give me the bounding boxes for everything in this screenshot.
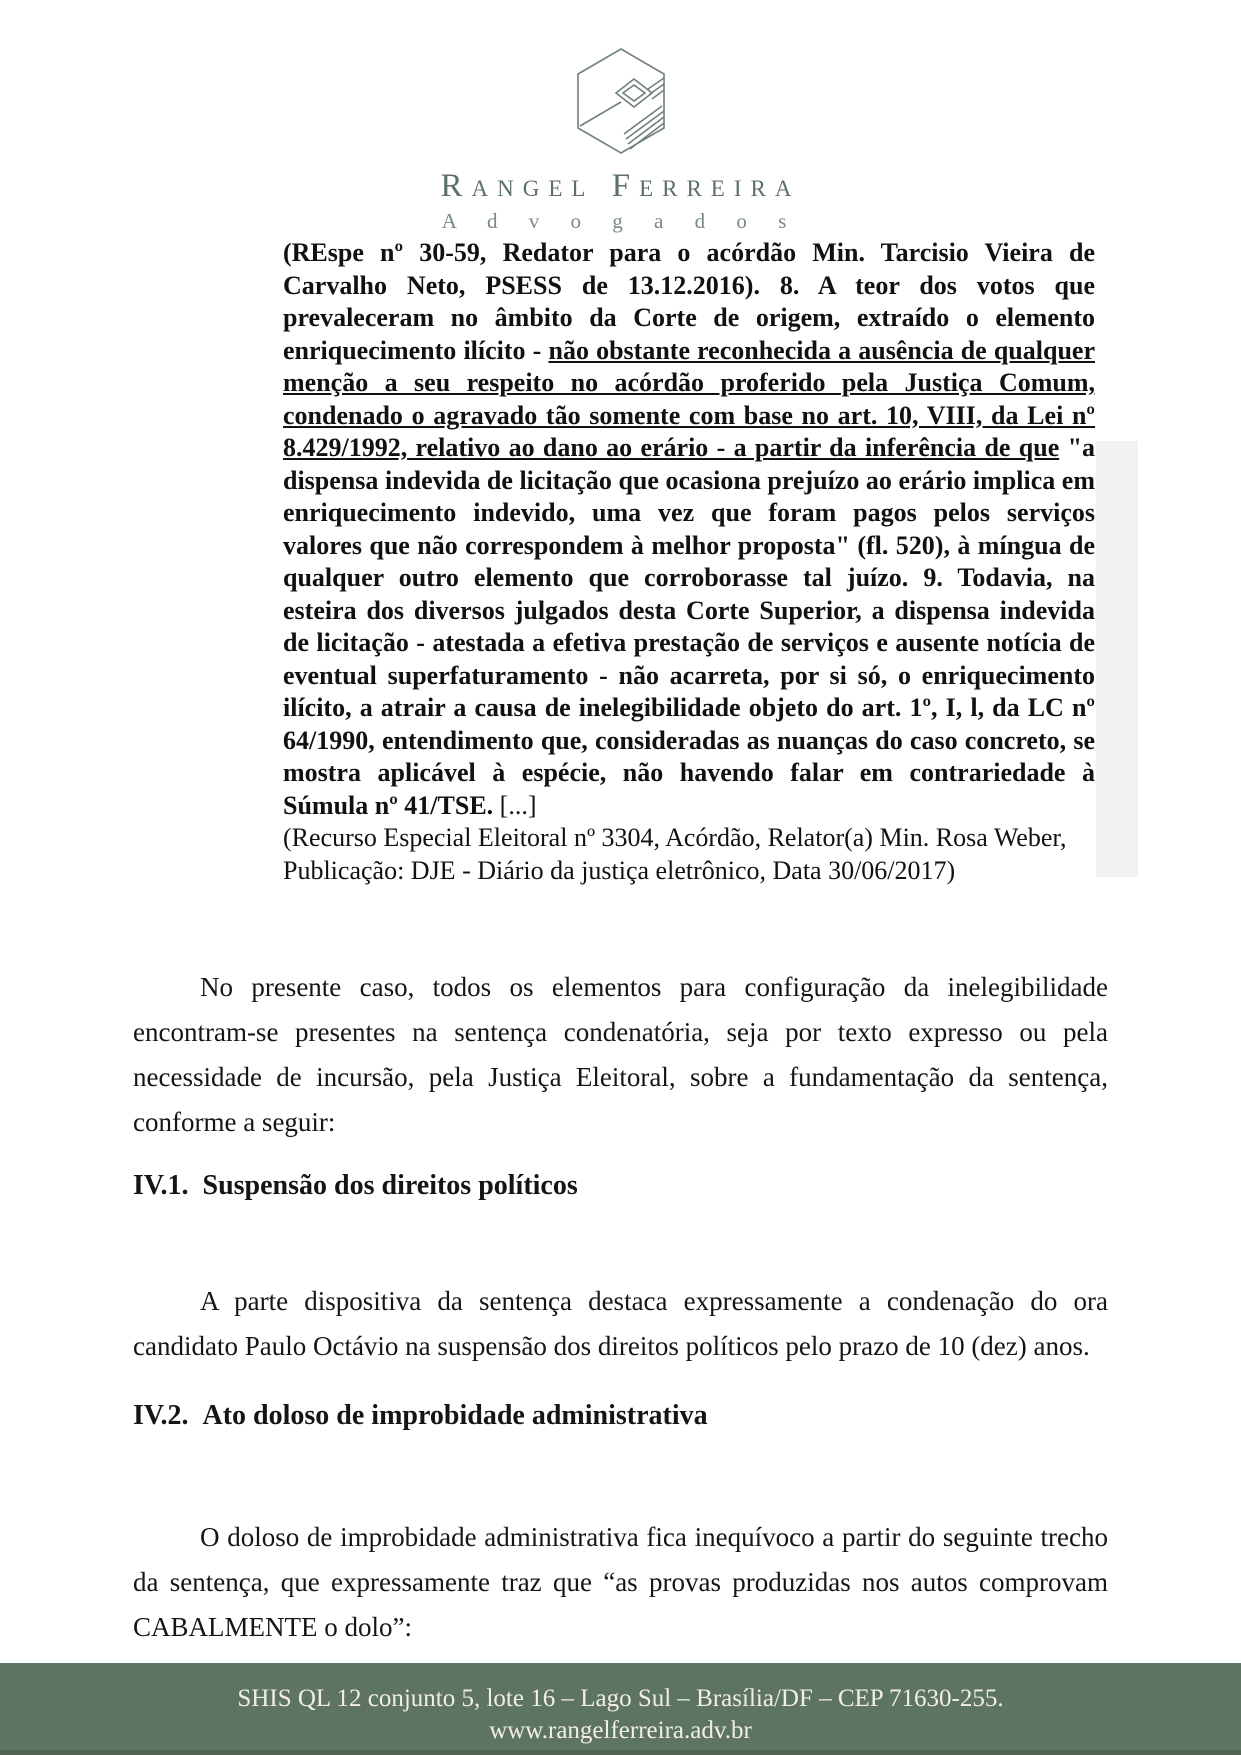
paragraph-intro: No presente caso, todos os elementos para configuração da inelegibilidade encontram-se presentes na sentença condenatória, seja por texto expresso ou pela necessidade de incursão, pela Justiça Eleitoral, sobre a fundamentação da sentença, conforme a seguir: xyxy=(133,972,1108,1137)
footer-address: SHIS QL 12 conjunto 5, lote 16 – Lago Sul – Brasília/DF – CEP 71630-255. xyxy=(237,1685,1004,1712)
footer-website: www.rangelferreira.adv.br xyxy=(489,1717,752,1744)
quote-text-body: "a dispensa indevida de licitação que ocasiona prejuízo ao erário implica em enriquecimento indevido, uma vez que foram pagos pelos serviços valores que não correspondem à melhor proposta" (fl. 520), à míngua de qualquer outro elemento que corroborasse tal juízo. 9. Todavia, na esteira dos diversos julgados desta Corte Superior, a dispensa indevida de licitação - atestada a efetiva prestação de serviços e ausente notícia de eventual superfaturamento - não acarreta, por si só, o enriquecimento ilícito, a atrair a causa de inelegibilidade objeto do art. 1º, I, l, da LC nº 64/1990, entendimento que, consideradas as nuanças do caso concreto, se mostra aplicável à espécie, não havendo falar em contrariedade à Súmula nº 41/TSE. xyxy=(283,433,1096,820)
section-number: IV.2. xyxy=(133,1400,189,1431)
firm-name: Rangel Ferreira xyxy=(440,168,801,204)
letterhead xyxy=(0,46,1241,234)
paragraph-iv1: A parte dispositiva da sentença destaca expressamente a condenação do ora candidato Paulo Octávio na suspensão dos direitos políticos pelo prazo de 10 (dez) anos. xyxy=(133,1286,1108,1361)
quote-text-underlined: não obstante reconhecida a ausência de qualquer menção a seu respeito no acórdão proferido pela Justiça Comum, condenado o agravado tão somente com base no art. 10, VIII, da Lei nº 8.429/1992, relativo ao dano ao erário - a partir da inferência de que xyxy=(283,335,1095,462)
quote-citation: (Recurso Especial Eleitoral nº 3304, Acórdão, Relator(a) Min. Rosa Weber, Publicação: DJE - Diário da justiça eletrônico, Data 30/06/2017) xyxy=(283,823,1067,885)
section-heading-iv2 xyxy=(133,1400,708,1432)
quote-ellipsis: [...] xyxy=(493,790,537,820)
case-citation-quote xyxy=(283,237,1095,887)
paragraph-iv2: O doloso de improbidade administrativa fica inequívoco a partir do seguinte trecho da sentença, que expressamente traz que “as provas produzidas nos autos comprovam CABALMENTE o dolo”: xyxy=(133,1522,1108,1642)
page-footer xyxy=(0,1663,1241,1755)
quote-text-lead: (REspe nº 30-59, Redator para o acórdão Min. Tarcisio Vieira de Carvalho Neto, PSESS de 13.12.2016). 8. A teor dos votos que prevaleceram no âmbito da Corte de origem, extraído o elemento enriquecimento ilícito - xyxy=(283,238,1095,365)
section-title: Ato doloso de improbidade administrativa xyxy=(202,1400,708,1431)
scan-highlight-artifact xyxy=(1096,441,1138,877)
firm-subtitle: A d v o g a d o s xyxy=(441,209,800,233)
hexagon-logo-icon xyxy=(575,46,667,156)
section-heading-iv1 xyxy=(133,1170,578,1202)
section-title: Suspensão dos direitos políticos xyxy=(202,1170,578,1201)
section-number: IV.1. xyxy=(133,1170,189,1201)
